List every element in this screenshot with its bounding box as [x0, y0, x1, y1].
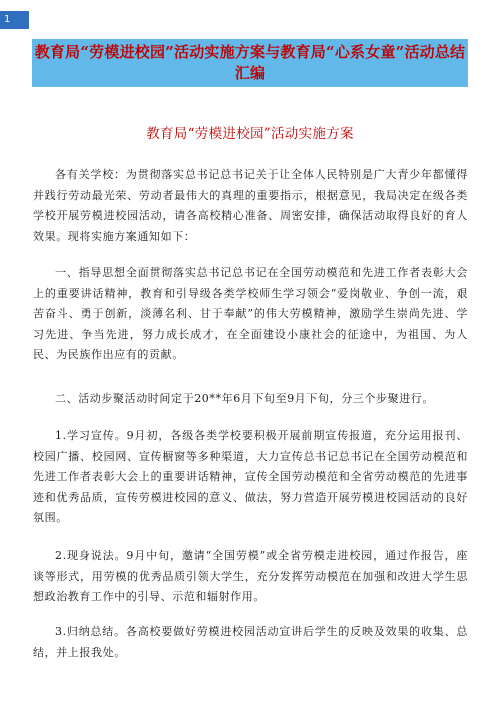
- intro-paragraph: 各有关学校：为贯彻落实总书记总书记关于让全体人民特别是广大青少年都懂得并践行劳动最光荣、劳动者最伟大的真理的重要指示，根据意见，我局决定在级各类学校开展劳模进校园活动，请各高校精心准备、周密安排，确保活动取得良好的育人效果。现将实施方案通知如下：: [33, 168, 468, 243]
- page-number: 1: [4, 14, 11, 25]
- section-title: 教育局“劳模进校园”活动实施方案: [146, 126, 354, 142]
- step-1-paragraph: 1.学习宣传。9月初，各级各类学校要积极开展前期宣传报道，充分运用报刊、校园广播、校园网、宣传橱窗等多种渠道，大力宣传总书记总书记在全国劳动模范和先进工作者表彰大会上的重要讲话精神，宣传全国劳动模范和全省劳动模范的先进事迹和优秀品质，宣传劳模进校园的意义、做法，努力营造开展劳模进校园活动的良好氛围。: [33, 429, 468, 524]
- step-3-paragraph: 3.归纳总结。各高校要做好劳模进校园活动宣讲后学生的反映及效果的收集、总结，并上报我处。: [33, 625, 468, 659]
- activity-steps-paragraph: 二、活动步聚活动时间定于20**年6月下旬至9月下旬，分三个步聚进行。: [55, 392, 434, 405]
- step-2-paragraph: 2.现身说法。9月中旬，邀请“全国劳模”或全省劳模走进校园，通过作报告，座谈等形式，用劳模的优秀品质引领大学生，充分发挥劳动模范在加强和改进大学生思想政治教育工作中的引导、示范和辐射作用。: [33, 549, 468, 603]
- document-title-banner: [32, 39, 468, 87]
- guiding-principle-paragraph: 一、指导思想全面贯彻落实总书记总书记在全国劳动模范和先进工作者表彰大会上的重要讲话精神，教育和引导级各类学校师生学习领会“爱岗敬业、争创一流，艰苦奋斗、勇于创新，淡薄名利、甘于奉献”的伟大劳模精神，激励学生崇尚先进、学习先进、争当先进，努力成长成才，在全面建设小康社会的征途中，为祖国、为人民、为民族作出应有的贡献。: [33, 266, 468, 361]
- document-title: 教育局“劳模进校园”活动实施方案与教育局“心系女童”活动总结汇编: [34, 43, 466, 82]
- page-number-tab: [0, 11, 29, 29]
